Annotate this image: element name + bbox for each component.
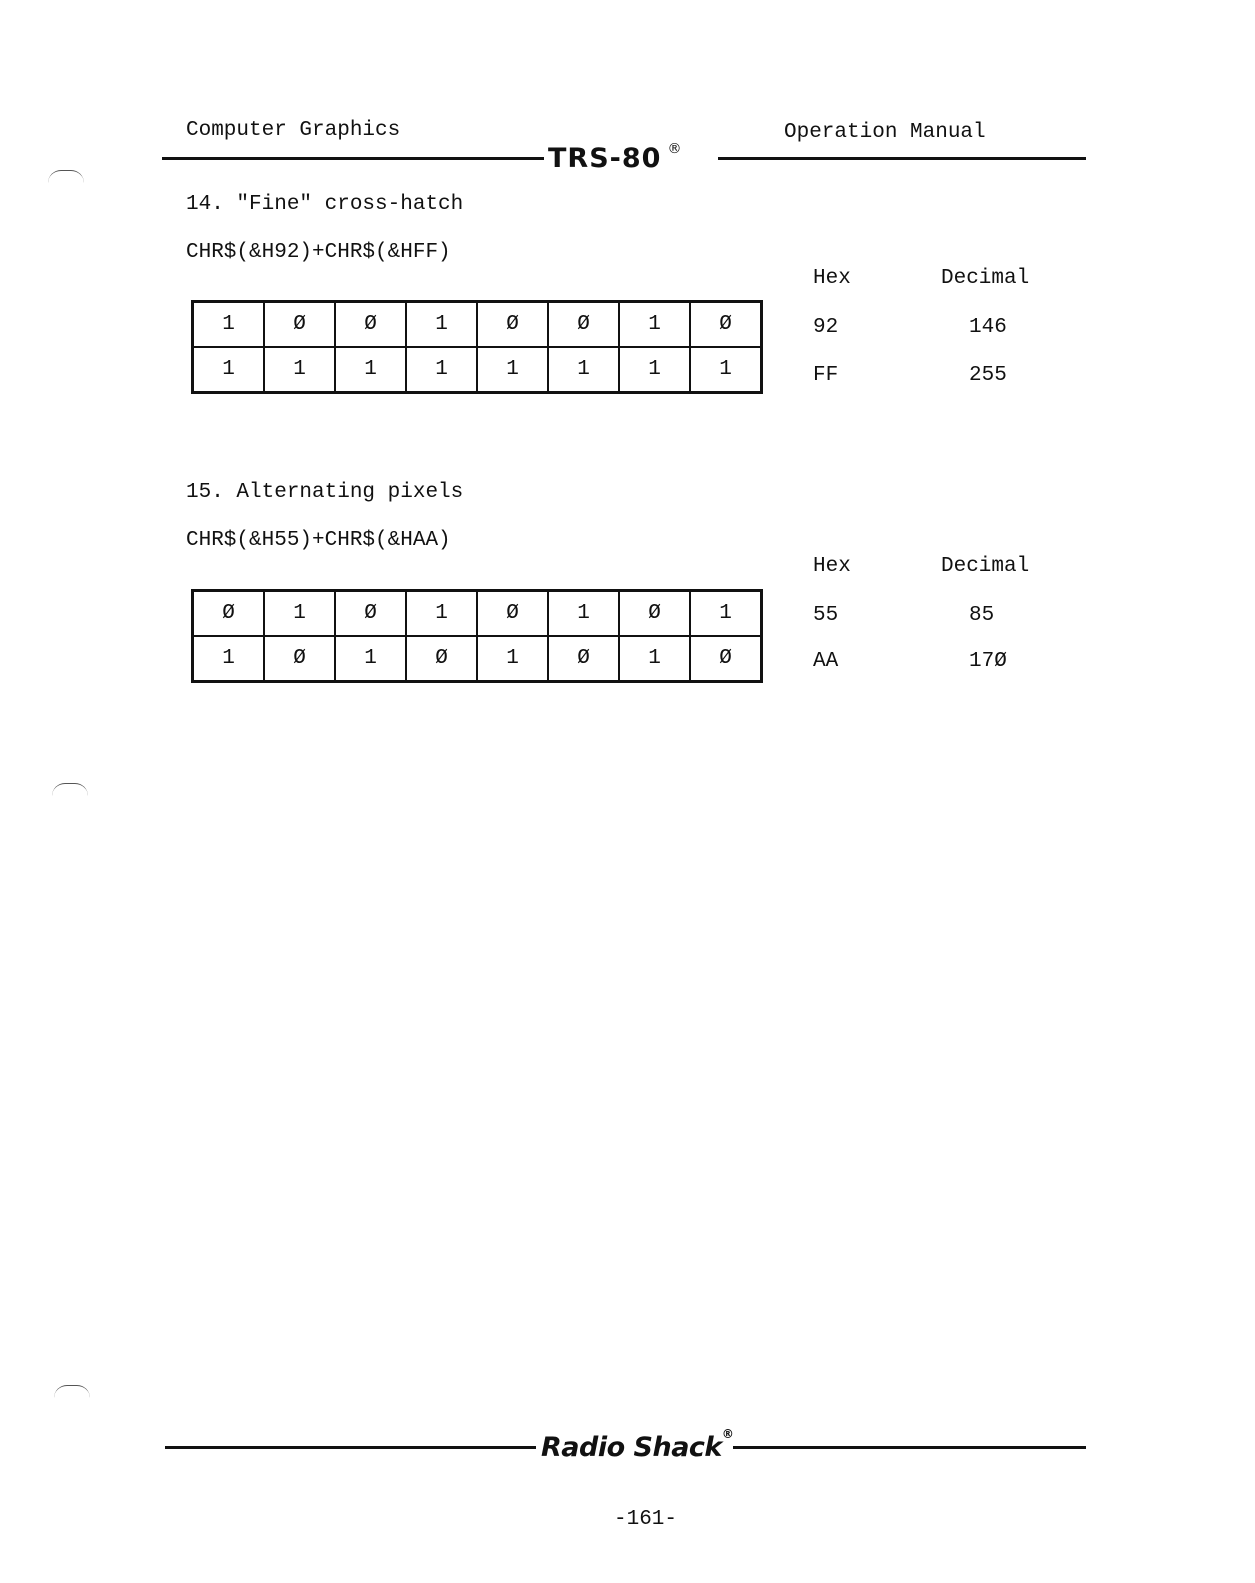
page-number: -161- — [614, 1508, 678, 1531]
bit-cell: 1 — [477, 347, 548, 393]
bit-cell: 1 — [619, 636, 690, 682]
section-15-title: 15. Alternating pixels — [186, 481, 464, 504]
section-15-decimal-label: Decimal — [941, 555, 1030, 578]
radio-shack-logo-text: Radio Shack — [541, 1432, 722, 1463]
registered-mark: ® — [721, 1427, 734, 1441]
bit-cell: 1 — [477, 636, 548, 682]
trs80-logo-text: TRS-80 — [548, 143, 662, 174]
bit-cell: Ø — [619, 591, 690, 637]
header-right-title: Operation Manual — [784, 121, 986, 144]
bit-cell: Ø — [335, 591, 406, 637]
bit-cell: Ø — [477, 591, 548, 637]
binder-hole-mark — [48, 170, 84, 183]
bit-cell: Ø — [406, 636, 477, 682]
section-14-code: CHR$(&H92)+CHR$(&HFF) — [186, 241, 451, 264]
bit-cell: Ø — [477, 302, 548, 348]
bit-cell: 1 — [406, 591, 477, 637]
bit-row — [193, 636, 762, 682]
bit-cell: Ø — [548, 636, 619, 682]
section-14-row-2-decimal: 255 — [969, 364, 1007, 387]
bit-cell: Ø — [690, 636, 762, 682]
bit-cell: 1 — [193, 347, 265, 393]
bit-cell: 1 — [619, 347, 690, 393]
bit-cell: Ø — [548, 302, 619, 348]
section-15-bit-grid — [191, 589, 763, 683]
header-rule-left — [162, 157, 544, 160]
section-14-row-1-decimal: 146 — [969, 316, 1007, 339]
bit-cell: 1 — [619, 302, 690, 348]
radio-shack-logo — [541, 1427, 734, 1463]
bit-cell: Ø — [264, 636, 335, 682]
bit-cell: Ø — [193, 591, 265, 637]
bit-cell: 1 — [548, 347, 619, 393]
section-14-row-1-hex: 92 — [813, 316, 839, 339]
header-rule-right — [718, 157, 1086, 160]
bit-cell: Ø — [264, 302, 335, 348]
section-14-title: 14. "Fine" cross-hatch — [186, 193, 464, 216]
section-15-row-1-decimal: 85 — [969, 604, 995, 627]
bit-cell: 1 — [406, 302, 477, 348]
bit-cell: Ø — [690, 302, 762, 348]
trs80-logo — [548, 143, 682, 174]
bit-cell: 1 — [548, 591, 619, 637]
section-14-row-2-hex: FF — [813, 364, 839, 387]
section-15-row-1-hex: 55 — [813, 604, 839, 627]
section-15-row-2-decimal: 17Ø — [969, 650, 1007, 673]
bit-cell: Ø — [335, 302, 406, 348]
binder-hole-mark — [52, 783, 88, 796]
header-left-title: Computer Graphics — [186, 119, 401, 142]
bit-cell: 1 — [335, 636, 406, 682]
bit-cell: 1 — [690, 347, 762, 393]
section-14-bit-grid — [191, 300, 763, 394]
bit-row — [193, 591, 762, 637]
bit-cell: 1 — [690, 591, 762, 637]
footer-rule-left — [165, 1446, 536, 1449]
section-15-row-2-hex: AA — [813, 650, 839, 673]
bit-cell: 1 — [193, 302, 265, 348]
bit-cell: 1 — [193, 636, 265, 682]
bit-cell: 1 — [264, 591, 335, 637]
bit-cell: 1 — [335, 347, 406, 393]
section-14-decimal-label: Decimal — [941, 267, 1030, 290]
section-14-hex-label: Hex — [813, 267, 851, 290]
footer-rule-right — [733, 1446, 1086, 1449]
section-15-code: CHR$(&H55)+CHR$(&HAA) — [186, 529, 451, 552]
bit-cell: 1 — [264, 347, 335, 393]
section-15-hex-label: Hex — [813, 555, 851, 578]
binder-hole-mark — [54, 1385, 90, 1398]
registered-mark: ® — [667, 141, 683, 157]
bit-row — [193, 302, 762, 348]
bit-row — [193, 347, 762, 393]
bit-cell: 1 — [406, 347, 477, 393]
